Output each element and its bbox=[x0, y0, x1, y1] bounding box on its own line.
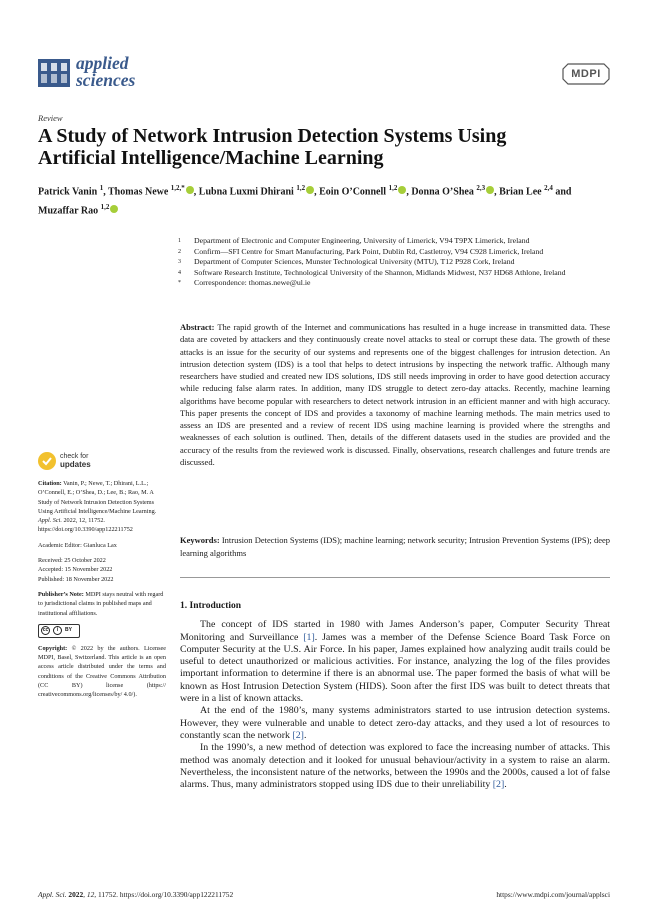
intro-p1-text-a: The concept of IDS started in 1980 with James Anderson’s paper, Computer Security Threat Monitoring and Surveillance bbox=[180, 619, 610, 643]
author-affiliation-marker: 2,3 bbox=[476, 184, 486, 192]
footer-journal-url[interactable]: https://www.mdpi.com/journal/applsci bbox=[496, 890, 610, 899]
affiliation-item bbox=[178, 268, 618, 279]
author-affiliation-marker: 1 bbox=[99, 184, 104, 192]
affiliation-number: 2 bbox=[178, 248, 181, 255]
page-title: A Study of Network Intrusion Detection Systems Using Artificial Intelligence/Machine Learning bbox=[38, 125, 507, 169]
author-affiliation-marker: 1,2,* bbox=[170, 184, 185, 192]
check-updates-label bbox=[60, 453, 91, 470]
author-affiliation-marker: 2,4 bbox=[544, 184, 553, 192]
affiliation-number: 4 bbox=[178, 269, 181, 276]
author-separator: , bbox=[103, 186, 109, 198]
orcid-icon[interactable] bbox=[306, 186, 314, 194]
orcid-icon[interactable] bbox=[110, 205, 118, 213]
abstract-text: The rapid growth of the Internet and communications has resulted in a huge increase in transmitted data. These data are coveted by attackers and they continuously create novel attacks to steal or corrupt these data. The growth of these attacks is an issue for the security of our systems and represents one of the biggest challenges for intrusion detection. An intrusion detection system (IDS) is a tool that helps to detect intrusions by inspecting the network traffic. Although many researchers have studied and created new IDS solutions, IDS still needs improving in order to have good detection accuracy while reducing false alarm rates. In addition, many IDS struggle to detect zero-day attacks. Recently, machine learning algorithms have become popular with researchers to detect network intrusion in an efficient manner and with high accuracy. This paper presents the concept of IDS and provides a taxonomy of machine learning methods. The main metrics used to assess an IDS are presented and a review of recent IDS using machine learning is provided where the strengths and weaknesses of each solution is outlined. Then, details of the different datasets used in the studies are provided and the accuracy of the results from the reviewed work is discussed. Finally, observations, research challenges and future trends are discussed. bbox=[180, 322, 610, 467]
author-separator: , bbox=[406, 186, 412, 198]
intro-p2-text-a: At the end of the 1980’s, many systems administrators started to use intrusion detection systems. However, they were vulnerable and unable to detect zero-day attacks, and they used a lot of resources to constantly scan the network bbox=[180, 705, 610, 741]
attribution-person-icon: i bbox=[53, 626, 62, 635]
intro-p2-text-b: . bbox=[303, 729, 307, 741]
citation-link-1[interactable]: [1] bbox=[303, 631, 315, 643]
footer-citation: Appl. Sci. 2022, 12, 11752. https://doi.org/10.3390/app122211752 bbox=[38, 890, 234, 899]
check-updates-line2: updates bbox=[60, 460, 91, 469]
affiliation-text: Correspondence: thomas.newe@ul.ie bbox=[194, 278, 311, 287]
author-affiliation-marker: 1,2 bbox=[100, 202, 110, 211]
author-affiliation-marker: 1,2 bbox=[388, 184, 398, 192]
affiliation-number: 3 bbox=[178, 259, 181, 265]
publisher-note bbox=[38, 590, 166, 618]
affiliation-text: Software Research Institute, Technological University of the Shannon, Midlands Midwest, N37 HD68 Athlone, Ireland bbox=[194, 267, 566, 277]
author-list bbox=[38, 181, 608, 219]
intro-p1-text-b: . James was a member of the Defense Science Board Task Force on Computer Security at the U.S. Air Force. In his paper, James explained how analyzing audit trails could be useful to detect unauthorized or malicious activities. For instance, analyzing the log of the files provides important information to determine if there is an abnormal use. The paper formed the basis of what will be known as Host Intrusion Detection System (HIDS). Soon after the first IDS was built to detect threats that were in a list of known attacks. bbox=[180, 631, 611, 705]
affiliation-item bbox=[178, 247, 618, 258]
citation-label: Citation: bbox=[38, 480, 62, 487]
affiliation-text: Department of Computer Sciences, Munster Technological University (MTU), T12 P928 Cork, Ireland bbox=[194, 257, 515, 266]
publisher-logo[interactable] bbox=[562, 63, 610, 85]
journal-name bbox=[76, 55, 135, 89]
copyright bbox=[38, 644, 166, 700]
affiliation-number: 1 bbox=[178, 238, 181, 244]
author-name[interactable]: Donna O’Shea bbox=[411, 186, 474, 198]
affiliation-item bbox=[178, 278, 618, 289]
affiliation-item bbox=[178, 236, 618, 247]
academic-editor: Academic Editor: Gianluca Lax bbox=[38, 541, 117, 549]
copyright-label: Copyright: bbox=[38, 644, 68, 652]
citation bbox=[38, 479, 166, 535]
journal-logo-mark-icon bbox=[38, 59, 70, 87]
cc-by-label: BY bbox=[65, 627, 72, 634]
affiliation-item bbox=[178, 257, 618, 268]
citation-year-vol: 2022, 12, 11752. bbox=[63, 517, 105, 525]
check-for-updates-button[interactable] bbox=[38, 452, 138, 474]
journal-logo[interactable] bbox=[38, 53, 150, 93]
citation-journal: Appl. Sci. bbox=[38, 517, 62, 525]
check-updates-line1: check for bbox=[60, 453, 89, 460]
citation-doi-link[interactable]: https://doi.org/10.3390/app122211752 bbox=[38, 526, 133, 534]
introduction-section bbox=[180, 600, 610, 791]
citation-link-2[interactable]: [2] bbox=[292, 729, 304, 741]
article-type: Review bbox=[38, 113, 63, 123]
citation-link-3[interactable]: [2] bbox=[492, 779, 505, 791]
author-name[interactable]: Lubna Luxmi Dhirani bbox=[198, 186, 294, 198]
accepted-date: Accepted: 15 November 2022 bbox=[38, 566, 113, 574]
author-name[interactable]: Eoin O’Connell bbox=[319, 186, 387, 198]
abstract bbox=[180, 321, 610, 468]
footer-volume: 12 bbox=[86, 890, 95, 899]
footer-doi-link[interactable]: , 11752. https://doi.org/10.3390/app122211752 bbox=[94, 890, 234, 899]
publisher-name: MDPI bbox=[571, 68, 601, 80]
intro-p3-text-a: In the 1990’s, a new method of detection was explored to face the increasing number of attacks. This method was anomaly detection and it looked for unusual behaviour/activity in a system to raise an alarm. Nevertheless, the inconsistent nature of the networks, between the 1990s and the 2000s, caused a lot of false alarms. Thus, many administrators stopped using IDS due to their unreliability bbox=[180, 742, 610, 791]
published-date: Published: 18 November 2022 bbox=[38, 575, 114, 583]
author-name[interactable]: Brian Lee bbox=[499, 186, 542, 198]
publisher-note-text: MDPI stays neutral with regard to jurisdictional claims in published maps and institutional affiliations. bbox=[38, 590, 164, 617]
creative-commons-icon: cc bbox=[41, 626, 50, 635]
author-separator: , bbox=[494, 186, 500, 198]
received-date: Received: 25 October 2022 bbox=[38, 557, 106, 565]
affiliation-text: Confirm—SFI Centre for Smart Manufacturing, Park Point, Dublin Rd, Castletroy, V94 C928 Limerick, Ireland bbox=[194, 246, 544, 256]
keywords-text: Intrusion Detection Systems (IDS); machine learning; network security; Intrusion Prevention Systems (IPS); deep learning algorithms bbox=[180, 535, 610, 558]
journal-name-line2: sciences bbox=[76, 70, 136, 90]
intro-paragraph-3 bbox=[180, 742, 610, 791]
abstract-label: Abstract: bbox=[180, 322, 215, 332]
author-name[interactable]: Patrick Vanin bbox=[38, 186, 98, 198]
author-affiliation-marker: 1,2 bbox=[296, 184, 306, 192]
citation-text: Vanin, P.; Newe, T.; Dhirani, L.L.; O’Connell, E.; O’Shea, D.; Lee, B.; Rao, M. A Study of Network Intrusion Detection Systems Using Artificial Intelligence/Machine Learning. bbox=[38, 480, 157, 515]
check-updates-icon bbox=[38, 452, 56, 470]
journal-name-line1: applied bbox=[76, 53, 129, 73]
intro-p3-text-b: . bbox=[504, 779, 507, 791]
affiliation-text: Department of Electronic and Computer Engineering, University of Limerick, V94 T9PX Limerick, Ireland bbox=[194, 236, 530, 245]
footer-year: 2022 bbox=[68, 890, 84, 899]
sidebar bbox=[38, 479, 166, 700]
introduction-heading: 1. Introduction bbox=[180, 601, 242, 611]
orcid-icon[interactable] bbox=[186, 186, 194, 194]
keywords bbox=[180, 534, 610, 559]
affiliation-number: * bbox=[178, 280, 181, 286]
author-name[interactable]: Thomas Newe bbox=[108, 186, 169, 198]
footer-journal: Appl. Sci. bbox=[38, 890, 67, 899]
author-separator: , bbox=[193, 186, 199, 198]
affiliations bbox=[178, 236, 618, 289]
publisher-note-label: Publisher’s Note: bbox=[38, 590, 84, 598]
author-separator: , bbox=[314, 186, 320, 198]
intro-paragraph-2 bbox=[180, 705, 610, 742]
author-separator: and bbox=[552, 186, 572, 198]
keywords-label: Keywords: bbox=[180, 535, 220, 545]
section-divider bbox=[180, 577, 610, 578]
intro-paragraph-1 bbox=[180, 619, 610, 705]
author-name[interactable]: Muzaffar Rao bbox=[38, 205, 99, 217]
orcid-icon[interactable] bbox=[486, 186, 494, 194]
cc-by-license-badge[interactable] bbox=[38, 624, 80, 638]
copyright-text: © 2022 by the authors. Licensee MDPI, Basel, Switzerland. This article is an open access article distributed under the terms and conditions of the Creative Commons Attribution (CC BY) license (https:// creativecommons.org/licenses/by/ 4.0/). bbox=[38, 644, 166, 699]
